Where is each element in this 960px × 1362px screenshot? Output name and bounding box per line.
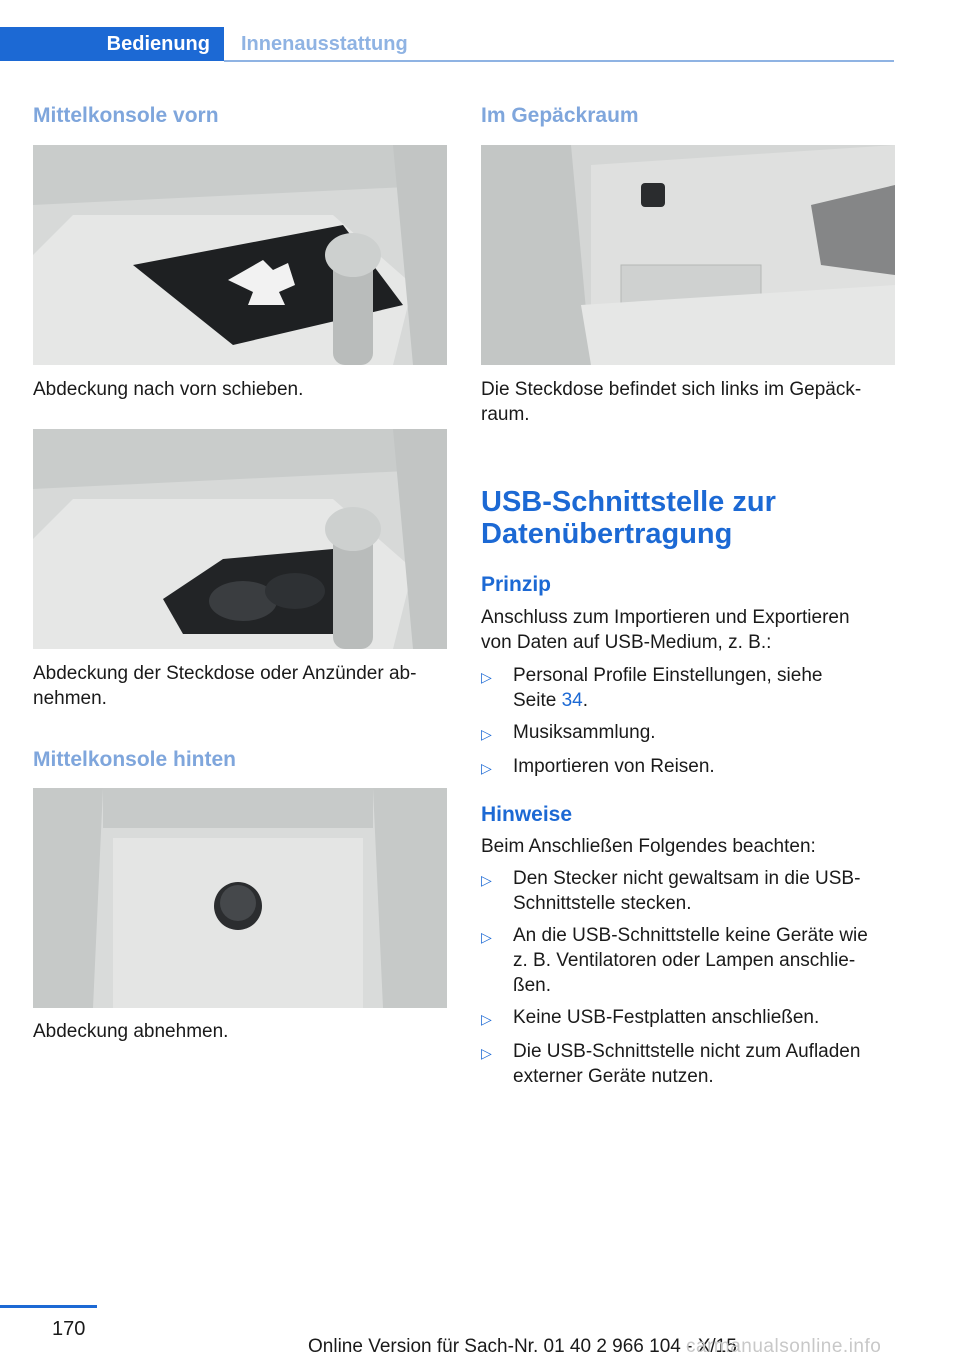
list-item bbox=[481, 1005, 895, 1032]
list-item-text: An die USB-Schnittstelle keine Geräte wie bbox=[513, 925, 868, 946]
list-item bbox=[481, 923, 895, 998]
subheading-prinzip: Prinzip bbox=[481, 573, 552, 596]
heading-usb-interface bbox=[481, 486, 776, 550]
list-item bbox=[481, 866, 895, 916]
page-number: 170 bbox=[52, 1318, 86, 1340]
triangle-right-icon: ▷ bbox=[481, 1011, 492, 1027]
triangle-right-icon: ▷ bbox=[481, 726, 492, 742]
list-item-text: Musiksammlung. bbox=[513, 722, 656, 743]
notes-intro: Beim Anschließen Folgendes beachten: bbox=[481, 836, 816, 857]
list-item-text: externer Geräte nutzen. bbox=[513, 1066, 714, 1087]
list-item-text: Schnittstelle stecken. bbox=[513, 893, 692, 914]
section-title-mittelkonsole-vorn: Mittelkonsole vorn bbox=[33, 104, 219, 127]
list-item bbox=[481, 663, 895, 713]
section-title-gepaeckraum: Im Gepäckraum bbox=[481, 104, 639, 127]
triangle-right-icon: ▷ bbox=[481, 760, 492, 776]
list-item-text: Seite bbox=[513, 690, 562, 711]
watermark: carmanualsonline.info bbox=[686, 1336, 882, 1357]
list-item bbox=[481, 754, 895, 781]
subheading-hinweise: Hinweise bbox=[481, 803, 573, 826]
caption-console-front-cover bbox=[33, 661, 416, 711]
list-item-text: Die USB-Schnittstelle nicht zum Aufladen bbox=[513, 1041, 861, 1062]
section-title-mittelkonsole-hinten: Mittelkonsole hinten bbox=[33, 748, 237, 771]
caption-line: Die Steckdose befindet sich links im Gepäck- bbox=[481, 379, 862, 400]
list-item-text: ßen. bbox=[513, 975, 552, 996]
list-item-text bbox=[513, 688, 822, 713]
caption-console-rear: Abdeckung abnehmen. bbox=[33, 1021, 229, 1042]
triangle-right-icon: ▷ bbox=[481, 872, 492, 888]
list-item-text: Importieren von Reisen. bbox=[513, 756, 715, 777]
online-version-note: Online Version für Sach-Nr. 01 40 2 966 104 - X/15 bbox=[308, 1336, 737, 1357]
photo-console-front-cover bbox=[33, 429, 447, 649]
principle-text bbox=[481, 605, 850, 655]
list-item-text: Keine USB-Festplatten anschließen. bbox=[513, 1007, 820, 1028]
photo-console-rear bbox=[33, 788, 447, 1008]
heading-line: USB-Schnittstelle zur bbox=[481, 486, 776, 518]
notes-list bbox=[481, 866, 895, 1089]
caption-luggage-socket bbox=[481, 377, 861, 427]
tab-bedienung[interactable]: Bedienung bbox=[0, 27, 224, 61]
header-divider bbox=[224, 60, 894, 62]
heading-line: Datenübertragung bbox=[481, 518, 733, 550]
list-item bbox=[481, 720, 895, 747]
list-item-text: Personal Profile Einstellungen, siehe bbox=[513, 665, 823, 686]
triangle-right-icon: ▷ bbox=[481, 1045, 492, 1061]
caption-line: raum. bbox=[481, 404, 530, 425]
caption-console-front-slide: Abdeckung nach vorn schieben. bbox=[33, 379, 304, 400]
text-line: Anschluss zum Importieren und Exportieren bbox=[481, 607, 850, 628]
triangle-right-icon: ▷ bbox=[481, 929, 492, 945]
photo-console-front-slide bbox=[33, 145, 447, 365]
page-link-34[interactable]: 34 bbox=[561, 690, 583, 711]
list-item-text: Den Stecker nicht gewaltsam in die USB- bbox=[513, 868, 861, 889]
footer-divider bbox=[0, 1305, 97, 1308]
list-item-text: . bbox=[582, 690, 589, 711]
caption-line: nehmen. bbox=[33, 688, 107, 709]
list-item bbox=[481, 1039, 895, 1089]
list-item-text: z. B. Ventilatoren oder Lampen anschlie- bbox=[513, 950, 856, 971]
triangle-right-icon: ▷ bbox=[481, 669, 492, 685]
photo-luggage-socket bbox=[481, 145, 895, 365]
principle-list bbox=[481, 663, 895, 781]
text-line: von Daten auf USB-Medium, z. B.: bbox=[481, 632, 772, 653]
tab-innenausstattung[interactable]: Innenausstattung bbox=[241, 32, 408, 55]
caption-line: Abdeckung der Steckdose oder Anzünder ab- bbox=[33, 663, 417, 684]
